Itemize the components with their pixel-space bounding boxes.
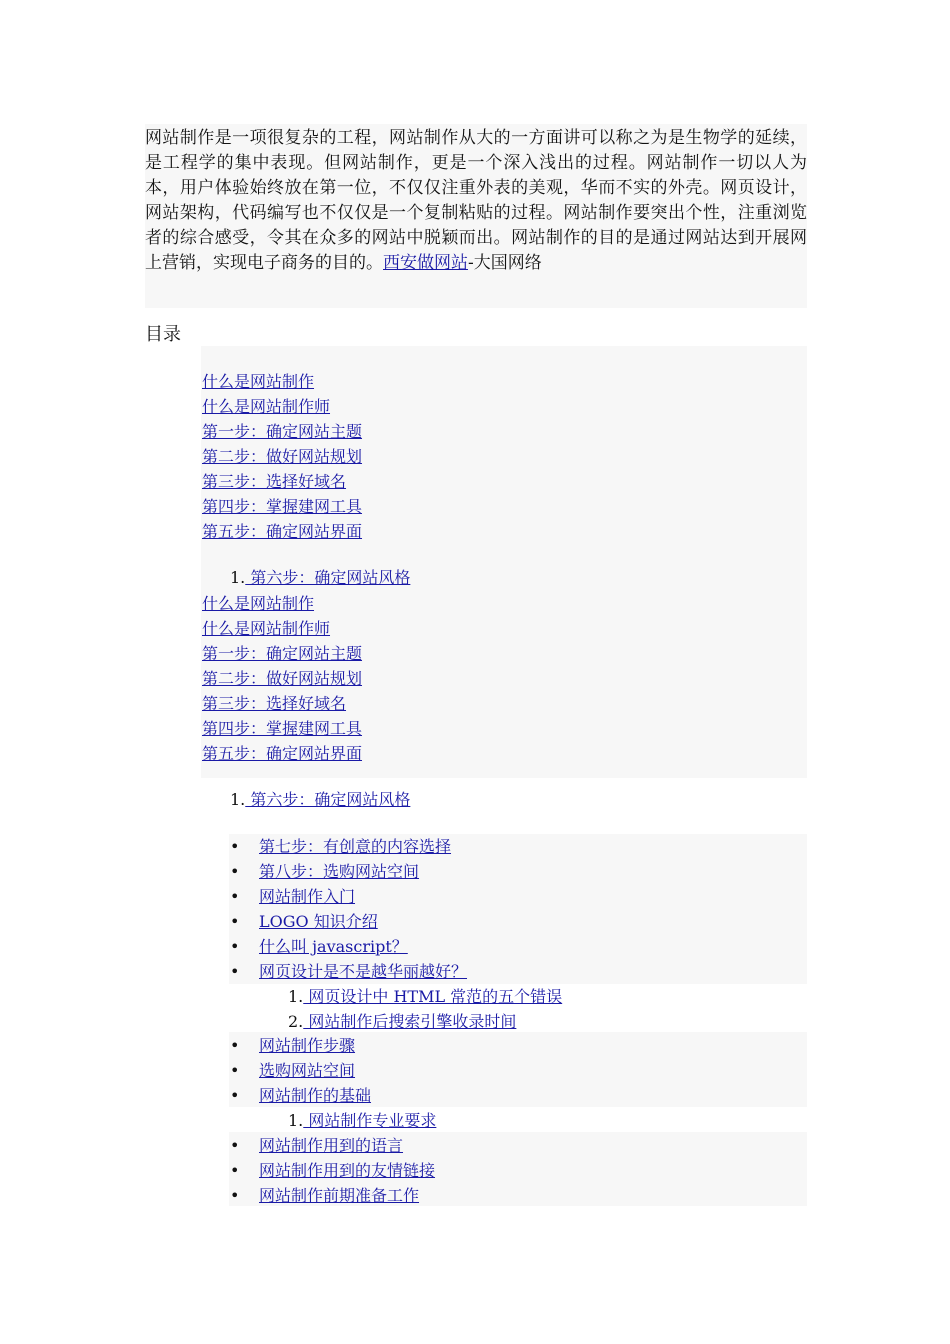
toc-link[interactable]: 第二步：做好网站规划 — [202, 669, 363, 688]
toc-link[interactable]: 什么是网站制作 — [202, 372, 315, 391]
toc-bullet-link[interactable]: • 网站制作入门 — [259, 885, 355, 909]
toc-numbered-item — [288, 1109, 436, 1133]
toc-link[interactable]: 网站制作后搜索引擎收录时间 — [303, 1012, 517, 1031]
toc-link[interactable]: 第三步：选择好域名 — [202, 694, 347, 713]
toc-bullet-link[interactable]: • 什么叫 javascript？ — [259, 935, 408, 959]
toc-bullet-link[interactable]: • 网页设计是不是越华丽越好？ — [259, 960, 467, 984]
toc-link[interactable]: 第六步：确定网站风格 — [245, 790, 411, 809]
toc-bullet-link[interactable]: • 第七步：有创意的内容选择 — [259, 835, 451, 859]
toc-link[interactable]: 网站制作专业要求 — [303, 1111, 437, 1130]
intro-text: 网站制作是一项很复杂的工程，网站制作从大的一方面讲可以称之为是生物学的延续，是工程学的集中表现。但网站制作，更是一个深入浅出的过程。网站制作一切以人为本，用户体验始终放在第一位，不仅仅注重外表的美观，华而不实的外壳。网页设计，网站架构，代码编写也不仅仅是一个复制粘贴的过程。网站制作要突出个性，注重浏览者的综合感受，令其在众多的网站中脱颖而出。网站制作的目的是通过网站达到开展网上营销，实现电子商务的目的。 — [145, 128, 807, 273]
toc-link[interactable]: 什么是网站制作 — [202, 594, 315, 613]
xian-website-link[interactable]: 西安做网站 — [383, 253, 468, 273]
toc-numbered-item — [230, 566, 410, 590]
intro-suffix: -大国网络 — [468, 253, 542, 273]
list-number: 1. — [288, 987, 304, 1006]
toc-link[interactable]: 第五步：确定网站界面 — [202, 522, 363, 541]
toc-bullet-link[interactable]: • 网站制作的基础 — [259, 1084, 371, 1108]
list-number: 1. — [230, 568, 246, 587]
toc-bullet-link[interactable]: • 网站制作步骤 — [259, 1034, 355, 1058]
toc-link[interactable]: 第五步：确定网站界面 — [202, 744, 363, 763]
list-number: 2. — [288, 1012, 304, 1031]
toc-link[interactable]: 第四步：掌握建网工具 — [202, 719, 363, 738]
toc-link[interactable]: 第一步：确定网站主题 — [202, 422, 363, 441]
toc-link[interactable]: 第三步：选择好域名 — [202, 472, 347, 491]
toc-link[interactable]: 什么是网站制作师 — [202, 619, 331, 638]
toc-bullet-link[interactable]: • 第八步：选购网站空间 — [259, 860, 419, 884]
list-number: 1. — [230, 790, 246, 809]
toc-bullet-link[interactable]: • LOGO 知识介绍 — [259, 910, 378, 934]
toc-link[interactable]: 网页设计中 HTML 常范的五个错误 — [303, 987, 563, 1006]
toc-bullet-link[interactable]: • 网站制作用到的友情链接 — [259, 1159, 435, 1183]
toc-numbered-item — [230, 788, 410, 812]
toc-link[interactable]: 第四步：掌握建网工具 — [202, 497, 363, 516]
toc-link[interactable]: 什么是网站制作师 — [202, 397, 331, 416]
toc-title: 目录 — [145, 324, 181, 345]
toc-link[interactable]: 第一步：确定网站主题 — [202, 644, 363, 663]
toc-bullet-link[interactable]: • 选购网站空间 — [259, 1059, 355, 1083]
toc-link[interactable]: 第二步：做好网站规划 — [202, 447, 363, 466]
toc-numbered-item — [288, 985, 562, 1009]
toc-bullet-link[interactable]: • 网站制作用到的语言 — [259, 1134, 403, 1158]
list-number: 1. — [288, 1111, 304, 1130]
toc-link[interactable]: 第六步：确定网站风格 — [245, 568, 411, 587]
toc-bullet-link[interactable]: • 网站制作前期准备工作 — [259, 1184, 419, 1208]
toc-numbered-item — [288, 1010, 516, 1034]
intro-paragraph — [145, 126, 807, 276]
